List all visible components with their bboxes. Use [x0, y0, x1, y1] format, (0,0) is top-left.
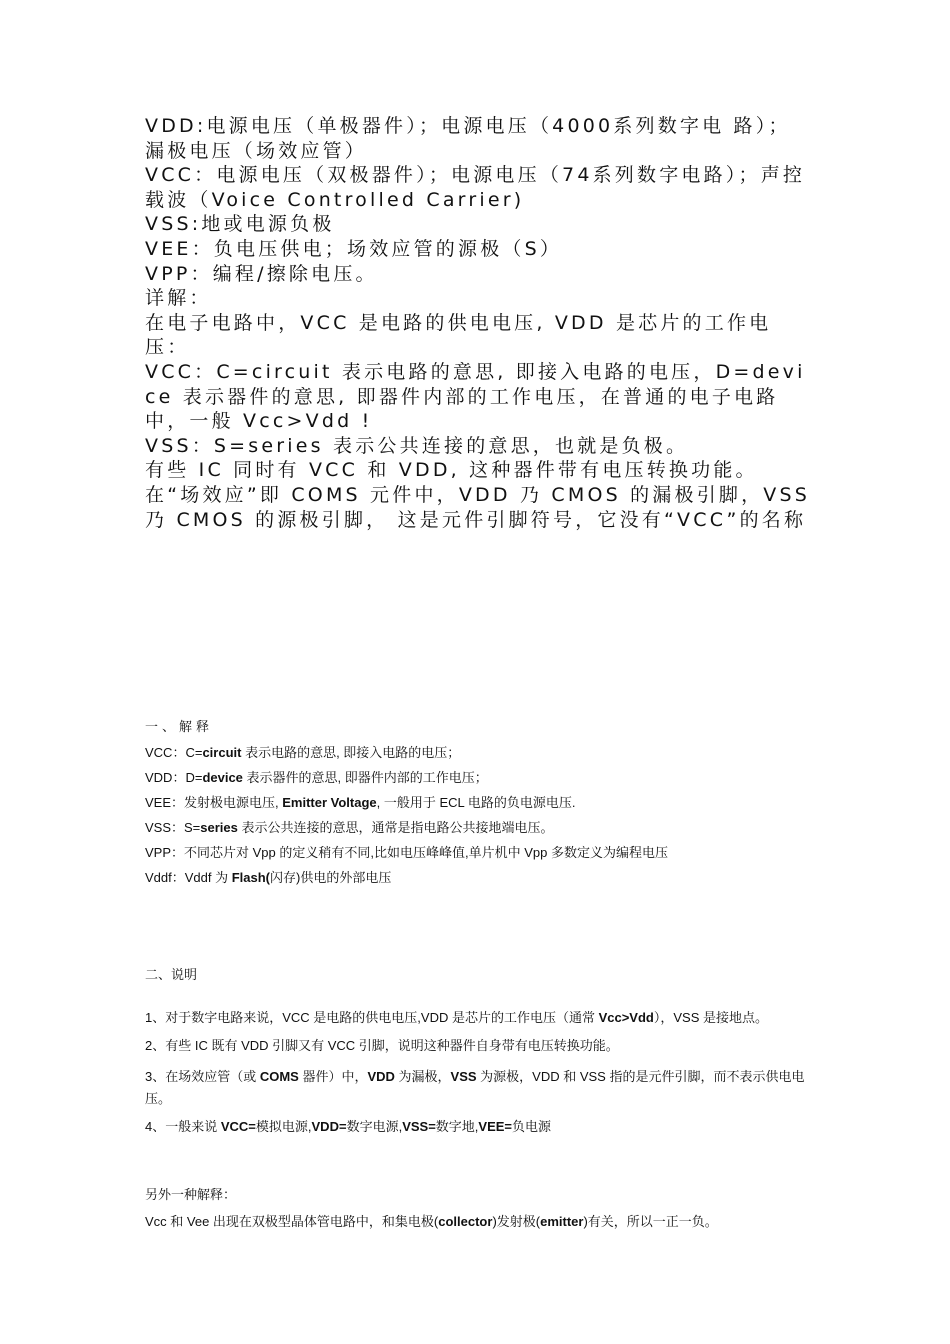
details-intro: 在电子电路中，VCC 是电路的供电电压, VDD 是芯片的工作电压：: [145, 311, 772, 359]
details-vss: VSS：S=series 表示公共连接的意思，也就是负极。: [145, 434, 689, 457]
note-3: 3、在场效应管（或 COMS 器件）中，VDD 为漏极，VSS 为源极，VDD 和 VSS 指的是元件引脚，而不表示供电电压。: [145, 1069, 805, 1106]
explanation-vee: VEE：发射极电源电压, Emitter Voltage, 一般用于 ECL 电路的负电源电压.: [145, 795, 576, 810]
details-ic: 有些 IC 同时有 VCC 和 VDD, 这种器件带有电压转换功能。: [145, 459, 758, 482]
explanation-vdd: VDD：D=device 表示器件的意思, 即器件内部的工作电压；: [145, 770, 488, 785]
explanation-vpp: VPP：不同芯片对 Vpp 的定义稍有不同,比如电压峰峰值,单片机中 Vpp 多数定义为编程电压: [145, 845, 668, 860]
section-alternative: [145, 1186, 815, 1240]
vee-line: VEE：负电压供电；场效应管的源极（S）: [145, 237, 563, 260]
vcc-line: VCC：电源电压（双极器件）；电源电压（74系列数字电路）；声控载波（Voice Controlled Carrier): [145, 164, 806, 211]
note-4: 4、一般来说 VCC=模拟电源,VDD=数字电源,VSS=数字地,VEE=负电源: [145, 1119, 552, 1134]
details-vcc-vdd: VCC：C=circuit 表示电路的意思, 即接入电路的电压，D=device 表示器件的意思, 即器件内部的工作电压，在普通的电子电路中，一般 Vcc>Vdd !: [145, 360, 806, 433]
section-explanation: [145, 718, 815, 894]
note-1: 1、对于数字电路来说，VCC 是电路的供电电压,VDD 是芯片的工作电压（通常 Vcc>Vdd），VSS 是接地点。: [145, 1010, 768, 1025]
details-heading: 详解：: [145, 287, 212, 310]
vpp-line: VPP：编程/擦除电压。: [145, 262, 378, 285]
explanation-vcc: VCC：C=circuit 表示电路的意思, 即接入电路的电压；: [145, 745, 461, 760]
vss-line: VSS:地或电源负极: [145, 213, 335, 236]
note-2: 2、有些 IC 既有 VDD 引脚又有 VCC 引脚，说明这种器件自身带有电压转换功能。: [145, 1038, 619, 1053]
section-notes: [145, 964, 815, 1147]
section-heading: 另外一种解释：: [145, 1187, 237, 1202]
vdd-line: VDD:电源电压（单极器件）；电源电压（4000系列数字电 路）；漏极电压（场效应管）: [145, 115, 791, 162]
explanation-vddf: Vddf：Vddf 为 Flash(闪存)供电的外部电压: [145, 870, 392, 885]
alternative-line: Vcc 和 Vee 出现在双极型晶体管电路中，和集电极(collector)发射极(emitter)有关，所以一正一负。: [145, 1214, 718, 1229]
definitions-block: [145, 114, 810, 532]
section-heading: 二、说明: [145, 967, 198, 982]
details-cmos: 在“场效应”即 COMS 元件中，VDD 乃 CMOS 的漏极引脚，VSS 乃 CMOS 的源极引脚， 这是元件引脚符号，它没有“VCC”的名称: [145, 483, 811, 531]
explanation-vss: VSS：S=series 表示公共连接的意思，通常是指电路公共接地端电压。: [145, 820, 554, 835]
section-heading: 一、解释: [145, 719, 214, 734]
